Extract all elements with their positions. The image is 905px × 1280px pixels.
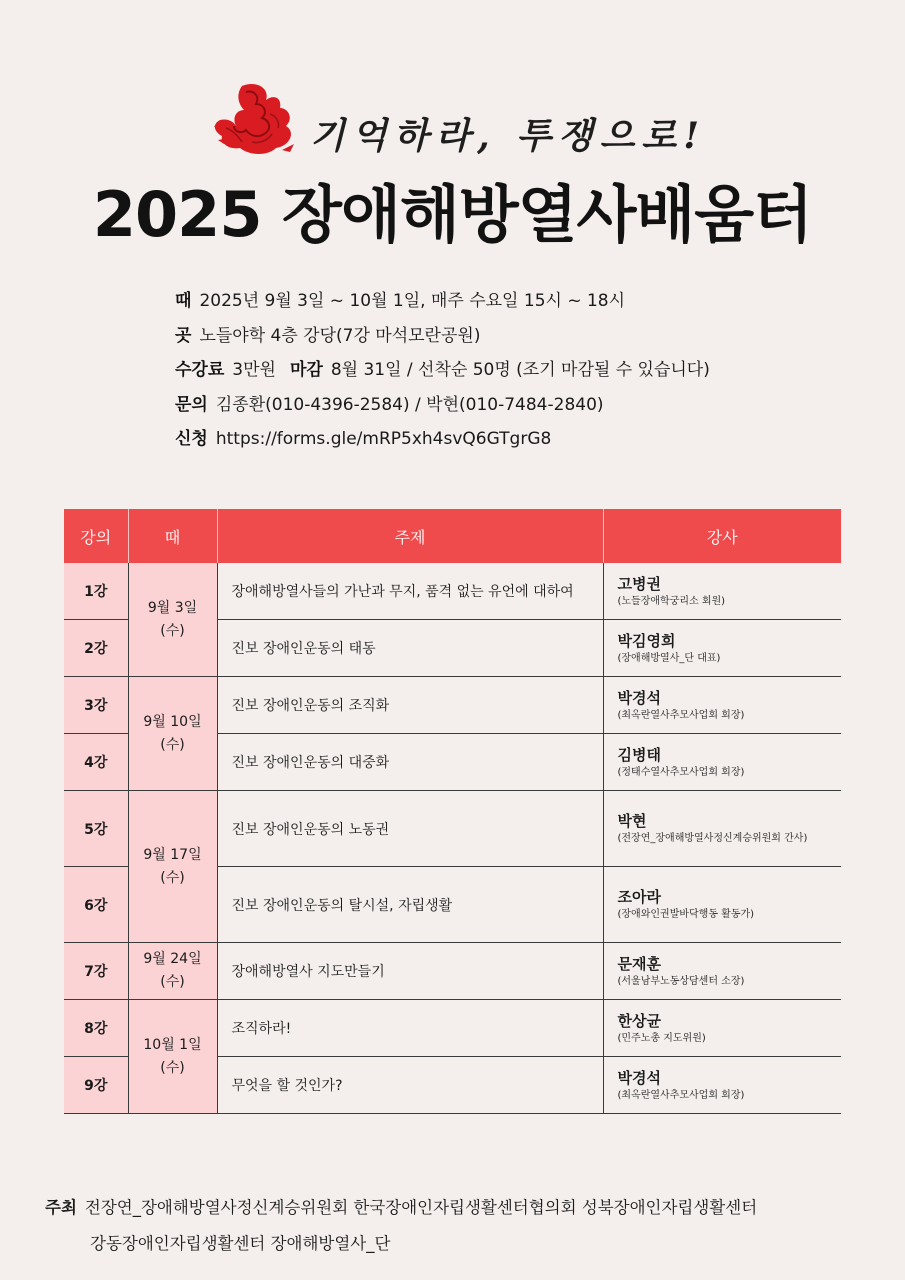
instructor-name: 박현 — [617, 812, 647, 830]
instructor-cell — [603, 563, 841, 620]
instructor-cell — [603, 867, 841, 943]
page-title: 2025 장애해방열사배움터 — [92, 178, 813, 251]
schedule-table — [64, 509, 841, 1114]
lecture-date: 9월 3일 (수) — [128, 563, 217, 677]
info-when — [175, 288, 710, 323]
instructor-cell — [603, 1057, 841, 1114]
instructor-name: 김병태 — [617, 745, 661, 764]
lecture-number: 7강 — [64, 943, 128, 1000]
header-lecture: 강의 — [64, 509, 128, 563]
instructor-cell — [603, 620, 841, 677]
info-apply — [175, 426, 710, 461]
instructor-role: (정태수열사추모사업회 회장) — [617, 766, 745, 778]
lecture-number: 8강 — [64, 1000, 128, 1057]
instructor-name: 문재훈 — [617, 954, 661, 973]
organizers-list: 전장연_장애해방열사정신계승위원회 한국장애인자립생활센터협의회 성북장애인자립생활센터 — [84, 1198, 758, 1217]
lecture-topic: 진보 장애인운동의 노동권 — [217, 791, 603, 867]
lecture-number: 5강 — [64, 791, 128, 867]
lecture-date: 9월 10일 (수) — [128, 677, 217, 791]
fee-label: 수강료 — [175, 360, 225, 380]
instructor-name: 박경석 — [617, 688, 661, 707]
organizers-line-1 — [45, 1190, 757, 1226]
instructor-role: (노들장애학궁리소 회원) — [617, 595, 726, 607]
table-row — [64, 563, 841, 620]
contact-value: 김종환(010-4396-2584) / 박현(010-7484-2840) — [215, 394, 604, 415]
lecture-topic: 진보 장애인운동의 대중화 — [217, 734, 603, 791]
lecture-topic: 무엇을 할 것인가? — [217, 1057, 603, 1114]
lecture-date: 9월 17일 (수) — [128, 791, 217, 943]
info-fee — [175, 357, 710, 392]
table-row — [64, 943, 841, 1000]
table-row — [64, 677, 841, 734]
header-topic: 주제 — [217, 509, 603, 563]
instructor-role: (최옥란열사추모사업회 회장) — [617, 709, 745, 721]
lecture-number: 9강 — [64, 1057, 128, 1114]
lecture-number: 3강 — [64, 677, 128, 734]
instructor-name: 고병권 — [617, 574, 661, 593]
instructor-name: 조아라 — [617, 888, 661, 906]
deadline-label: 마감 — [289, 360, 323, 380]
lecture-number: 1강 — [64, 563, 128, 620]
deadline-value: 8월 31일 / 선착순 50명 (조기 마감될 수 있습니다) — [330, 360, 710, 380]
instructor-role: (장애해방열사_단 대표) — [617, 652, 721, 664]
lecture-number: 6강 — [64, 867, 128, 943]
lecture-topic: 장애해방열사 지도만들기 — [217, 943, 603, 1000]
instructor-role: (서울남부노동상담센터 소장) — [617, 975, 745, 987]
instructor-name: 박경석 — [617, 1068, 661, 1087]
slogan: 기억하라, 투쟁으로! — [310, 115, 707, 157]
info-where — [175, 323, 710, 358]
instructor-role: (전장연_장애해방열사정신계승위원회 간사) — [617, 833, 808, 844]
instructor-role: (민주노총 지도위원) — [617, 1032, 706, 1044]
lecture-date: 9월 24일 (수) — [128, 943, 217, 1000]
header-date: 때 — [128, 509, 217, 563]
lecture-topic: 조직하라! — [217, 1000, 603, 1057]
instructor-cell — [603, 1000, 841, 1057]
where-label: 곳 — [175, 325, 192, 346]
instructor-cell — [603, 677, 841, 734]
lecture-number: 4강 — [64, 734, 128, 791]
when-label: 때 — [175, 291, 192, 311]
instructor-name: 한상균 — [617, 1011, 661, 1030]
organizers-line-2: 강동장애인자립생활센터 장애해방열사_단 — [90, 1234, 391, 1253]
apply-link[interactable]: https://forms.gle/mRP5xh4svQ6GTgrG8 — [215, 429, 552, 449]
when-value: 2025년 9월 3일 ~ 10월 1일, 매주 수요일 15시 ~ 18시 — [199, 291, 626, 311]
instructor-role: (최옥란열사추모사업회 회장) — [617, 1089, 745, 1101]
instructor-cell — [603, 734, 841, 791]
instructor-name: 박김영희 — [617, 631, 676, 650]
fee-value: 3만원 — [232, 360, 276, 380]
instructor-cell — [603, 943, 841, 1000]
instructor-cell — [603, 791, 841, 867]
header-instructor: 강사 — [603, 509, 841, 563]
lecture-number: 2강 — [64, 620, 128, 677]
lecture-topic: 진보 장애인운동의 태동 — [217, 620, 603, 677]
table-row — [64, 791, 841, 867]
table-row — [64, 1000, 841, 1057]
flame-logo — [212, 78, 302, 158]
info-contact — [175, 392, 710, 427]
apply-label: 신청 — [175, 429, 208, 449]
lecture-topic: 진보 장애인운동의 탈시설, 자립생활 — [217, 867, 603, 943]
lecture-topic: 장애해방열사들의 가난과 무지, 품격 없는 유언에 대하여 — [217, 563, 603, 620]
organizers — [45, 1190, 757, 1262]
contact-label: 문의 — [175, 394, 208, 415]
where-value: 노들야학 4층 강당(7강 마석모란공원) — [199, 325, 481, 346]
table-header-row — [64, 509, 841, 563]
event-info — [175, 288, 710, 461]
organizers-label: 주최 — [45, 1198, 77, 1217]
instructor-role: (장애와인권발바닥행동 활동가) — [617, 909, 755, 920]
lecture-date: 10월 1일 (수) — [128, 1000, 217, 1114]
lecture-topic: 진보 장애인운동의 조직화 — [217, 677, 603, 734]
